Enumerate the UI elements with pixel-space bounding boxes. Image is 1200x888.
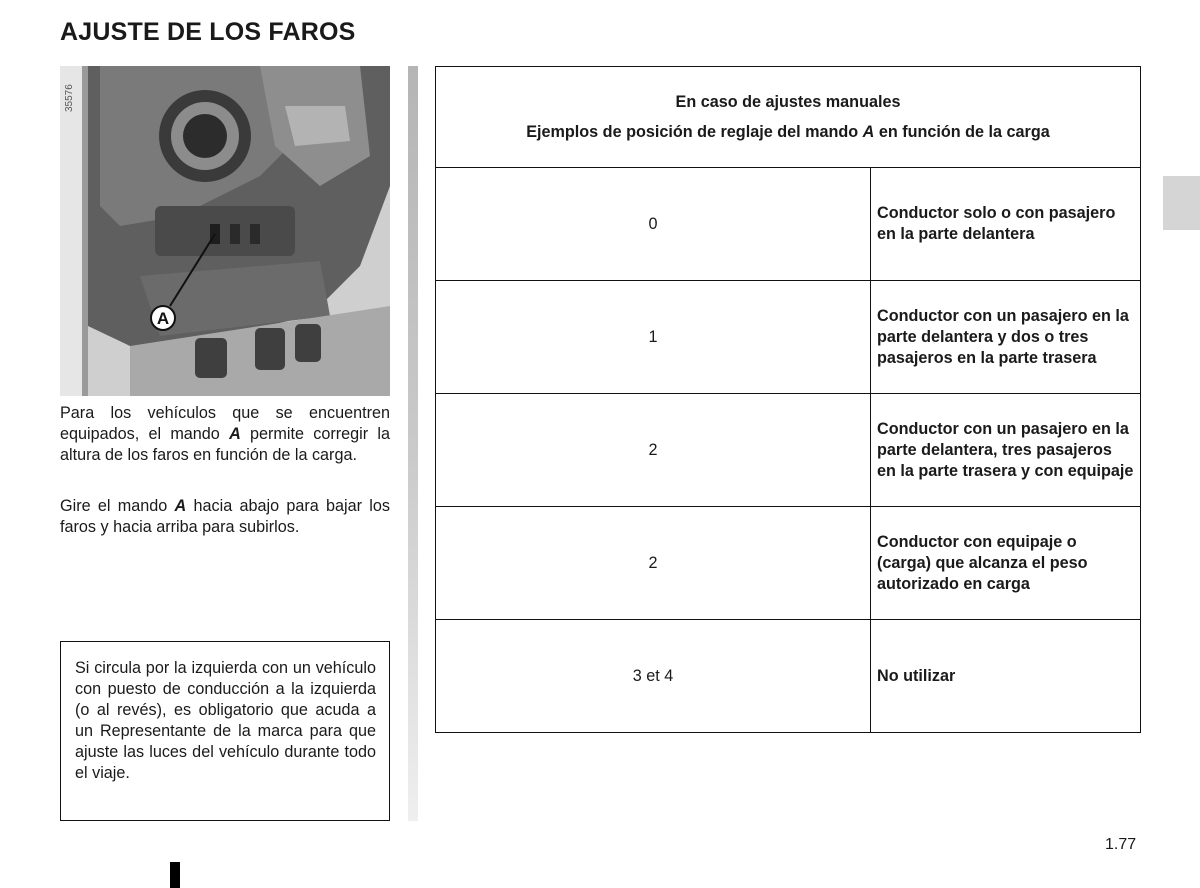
table-row <box>436 507 1141 620</box>
row-description: Conductor con un pasajero en la parte delantera y dos o tres pasajeros en la parte trasera <box>871 281 1141 394</box>
row-value: 1 <box>436 281 871 394</box>
table-header-line-2-b: en función de la carga <box>874 123 1050 141</box>
row-description: Conductor solo o con pasajero en la parte delantera <box>871 168 1141 281</box>
section-tab-marker <box>1163 176 1200 230</box>
print-mark <box>170 862 180 888</box>
table-row <box>436 620 1141 733</box>
photo-code: 35576 <box>64 84 75 112</box>
row-description: Conductor con un pasajero en la parte delantera, tres pasajeros en la parte trasera y con equipaje <box>871 394 1141 507</box>
row-value: 3 et 4 <box>436 620 871 733</box>
page-title: AJUSTE DE LOS FAROS <box>60 18 356 46</box>
paragraph-1-ref: A <box>229 425 241 443</box>
table-header-ref: A <box>862 123 875 141</box>
paragraph-1 <box>60 403 390 466</box>
column-divider <box>408 66 418 821</box>
paragraph-2 <box>60 496 390 538</box>
dashboard-photo <box>60 66 390 396</box>
table-row <box>436 168 1141 281</box>
page-number: 1.77 <box>1105 836 1137 853</box>
paragraph-2-text-a: Gire el mando <box>60 497 175 515</box>
row-description: No utilizar <box>871 620 1141 733</box>
warning-note-text: Si circula por la izquierda con un vehículo con puesto de conducción a la izquierda (o al revés), es obligatorio que acuda a un Representante de la marca para que ajuste las luces del vehículo durante todo el viaje. <box>75 659 376 782</box>
table-header-line-2 <box>436 117 1140 147</box>
load-adjustment-table <box>435 66 1141 733</box>
paragraph-1-text-b: permite corregir la altura de los faros en función de la carga. <box>60 425 390 464</box>
table-row <box>436 394 1141 507</box>
row-value: 0 <box>436 168 871 281</box>
paragraph-2-ref: A <box>174 497 187 515</box>
table-header-line-1: En caso de ajustes manuales <box>675 93 901 111</box>
table-row <box>436 281 1141 394</box>
table-header-line-2-a: Ejemplos de posición de reglaje del mando <box>526 123 863 141</box>
dashboard-illustration <box>60 66 390 396</box>
warning-note-box <box>60 641 390 821</box>
table-header-cell <box>436 67 1141 168</box>
row-description: Conductor con equipaje o (carga) que alcanza el peso autorizado en carga <box>871 507 1141 620</box>
callout-label: A <box>156 309 170 328</box>
row-value: 2 <box>436 507 871 620</box>
row-value: 2 <box>436 394 871 507</box>
table-header-row <box>436 67 1141 168</box>
paragraph-1-text-a: Para los vehículos que se encuentren equipados, el mando <box>60 404 390 443</box>
paragraph-2-text-b: hacia abajo para bajar los faros y hacia arriba para subirlos. <box>60 497 390 536</box>
